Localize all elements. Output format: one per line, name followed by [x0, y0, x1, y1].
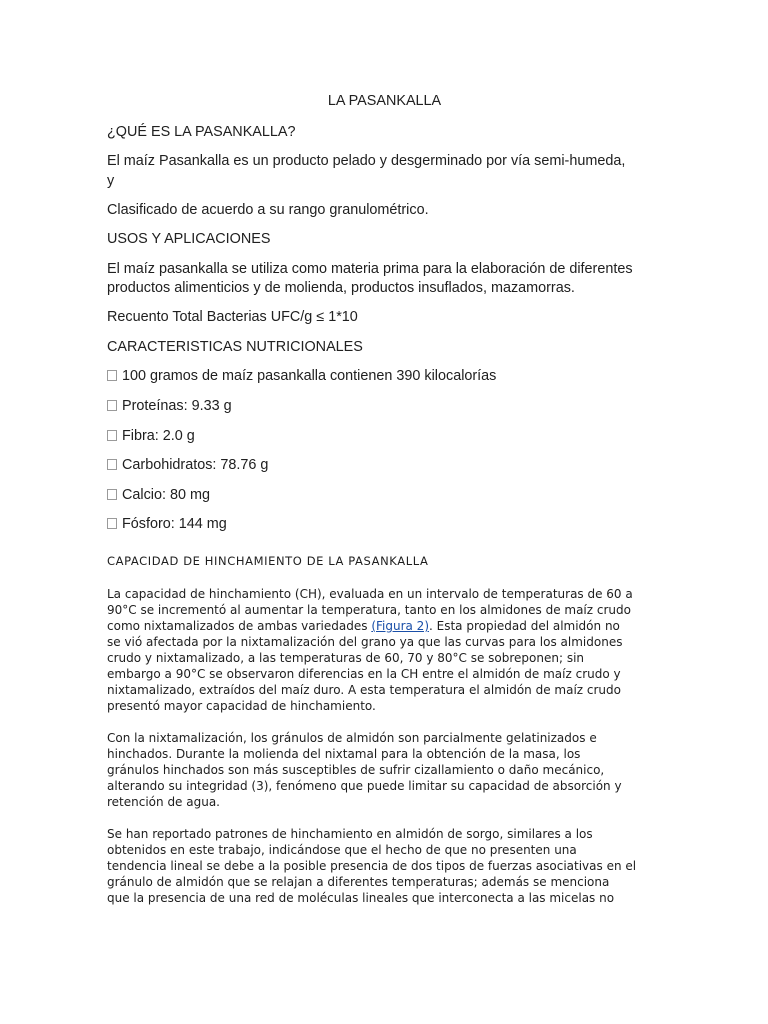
para1-line: [107, 618, 662, 634]
bacteria-count: Recuento Total Bacterias UFC/g ≤ 1*10: [107, 309, 358, 325]
para3-line: gránulo de almidón que se relajan a diferentes temperaturas; además se menciona: [107, 875, 610, 889]
nutrition-item: [107, 397, 662, 415]
bullet-icon: [107, 430, 117, 441]
para1-line: embargo a 90°C se observaron diferencias en la CH entre el almidón de maíz crudo y: [107, 667, 621, 681]
intro-line-1: El maíz Pasankalla es un producto pelado y desgerminado por vía semi-humeda,: [107, 153, 626, 169]
nutrition-item: [107, 367, 662, 385]
para1-line: La capacidad de hinchamiento (CH), evaluada en un intervalo de temperaturas de 60 a: [107, 587, 633, 601]
para2-line: retención de agua.: [107, 795, 220, 809]
bullet-icon: [107, 459, 117, 470]
nutrition-item-text: Fibra: 2.0 g: [122, 428, 195, 444]
uses-heading: USOS Y APLICACIONES: [107, 231, 271, 247]
nutrition-heading: CARACTERISTICAS NUTRICIONALES: [107, 339, 363, 355]
capacity-heading: CAPACIDAD DE HINCHAMIENTO DE LA PASANKALLA: [107, 554, 429, 568]
para2-line: Con la nixtamalización, los gránulos de almidón son parcialmente gelatinizados e: [107, 731, 597, 745]
bullet-icon: [107, 370, 117, 381]
question-heading: ¿QUÉ ES LA PASANKALLA?: [107, 124, 296, 140]
bullet-icon: [107, 489, 117, 500]
para2-line: hinchados. Durante la molienda del nixtamal para la obtención de la masa, los: [107, 747, 581, 761]
para1-line-text: . Esta propiedad del almidón no: [429, 619, 620, 633]
para1-line: 90°C se incrementó al aumentar la temperatura, tanto en los almidones de maíz crudo: [107, 603, 631, 617]
para1-line: se vió afectada por la nixtamalización del grano ya que las curvas para los almidones: [107, 635, 623, 649]
para2-line: gránulos hinchados son más susceptibles de sufrir cizallamiento o daño mecánico,: [107, 763, 605, 777]
nutrition-item: [107, 486, 662, 504]
nutrition-item-text: Fósforo: 144 mg: [122, 516, 227, 532]
nutrition-item-text: 100 gramos de maíz pasankalla contienen 390 kilocalorías: [122, 368, 497, 384]
para2-line: alterando su integridad (3), fenómeno que puede limitar su capacidad de absorción y: [107, 779, 622, 793]
document-title: LA PASANKALLA: [327, 93, 442, 109]
bullet-icon: [107, 400, 117, 411]
bullet-icon: [107, 518, 117, 529]
para3-line: que la presencia de una red de moléculas lineales que interconecta a las micelas no: [107, 891, 615, 905]
para1-line: presentó mayor capacidad de hinchamiento.: [107, 699, 376, 713]
nutrition-item: [107, 427, 662, 445]
nutrition-item: [107, 515, 662, 533]
classified-line: Clasificado de acuerdo a su rango granulométrico.: [107, 202, 429, 218]
nutrition-item: [107, 456, 662, 474]
uses-line-1: El maíz pasankalla se utiliza como materia prima para la elaboración de diferentes: [107, 261, 633, 277]
para1-line: nixtamalizado, extraídos del maíz duro. A esta temperatura el almidón de maíz crudo: [107, 683, 621, 697]
para1-line-text: como nixtamalizados de ambas variedades: [107, 619, 372, 633]
intro-line-2: y: [107, 173, 115, 189]
para3-line: Se han reportado patrones de hinchamiento en almidón de sorgo, similares a los: [107, 827, 593, 841]
para3-line: tendencia lineal se debe a la posible presencia de dos tipos de fuerzas asociativas en el: [107, 859, 637, 873]
figure-2-link[interactable]: (Figura 2): [371, 619, 429, 633]
uses-line-2: productos alimenticios y de molienda, productos insuflados, mazamorras.: [107, 280, 575, 296]
nutrition-item-text: Proteínas: 9.33 g: [122, 398, 232, 414]
para1-line: crudo y nixtamalizado, a las temperaturas de 60, 70 y 80°C se sobreponen; sin: [107, 651, 585, 665]
para3-line: obtenidos en este trabajo, indicándose que el hecho de que no presenten una: [107, 843, 577, 857]
nutrition-item-text: Carbohidratos: 78.76 g: [122, 457, 269, 473]
nutrition-item-text: Calcio: 80 mg: [122, 487, 210, 503]
